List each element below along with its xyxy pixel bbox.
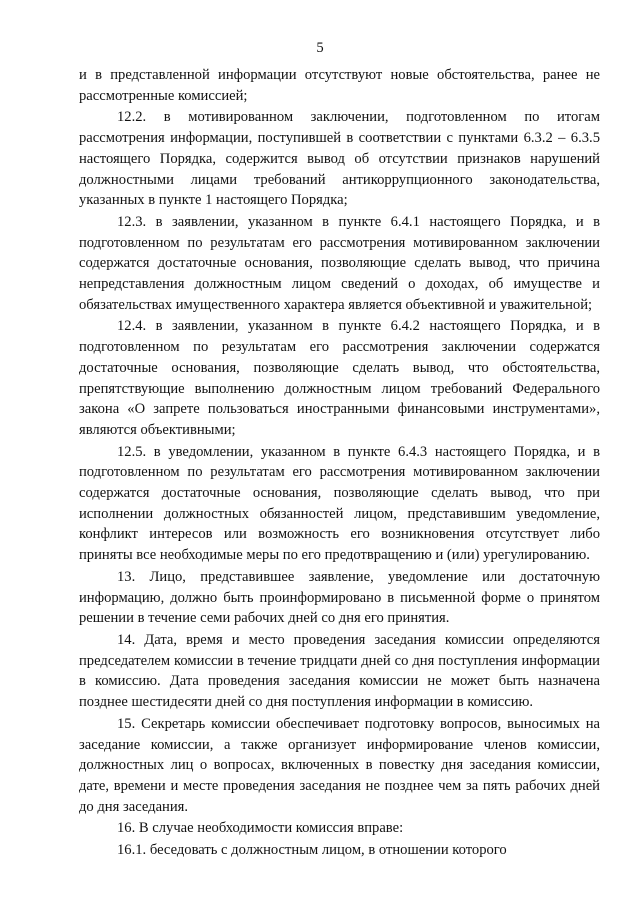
paragraph-16-1: 16.1. беседовать с должностным лицом, в отношении которого (117, 842, 507, 859)
document-body (79, 65, 600, 862)
page-number: 5 (316, 40, 324, 56)
paragraph-12-4: 12.4. в заявлении, указанном в пункте 6.4.2 настоящего Порядка, и в подготовленном по результатам его рассмотрения заключении содержатся достаточные основания, позволяющие сделать вывод, что обстоятельства, препятствующие выполнению должностным лицом требований Федерального закона «О запрете пользоваться иностранными финансовыми инструментами», являются объективными; (79, 318, 600, 438)
paragraph-12-2: 12.2. в мотивированном заключении, подготовленном по итогам рассмотрения информации, поступившей в соответствии с пунктами 6.3.2 – 6.3.5 настоящего Порядка, содержится вывод об отсутствии признаков нарушений должностными лицами требований антикоррупционного законодательства, указанных в пункте 1 настоящего Порядка; (79, 109, 600, 209)
paragraph-12-3: 12.3. в заявлении, указанном в пункте 6.4.1 настоящего Порядка, и в подготовленном по результатам его рассмотрения мотивированном заключении содержатся достаточные основания, позволяющие сделать вывод, что причина непредставления должностным лицом сведений о доходах, об имуществе и обязательствах имущественного характера является объективной и уважительной; (79, 213, 600, 313)
paragraph-12-5: 12.5. в уведомлении, указанном в пункте 6.4.3 настоящего Порядка, и в подготовленном по результатам его рассмотрения мотивированном заключении содержатся достаточные основания, позволяющие сделать вывод, что при исполнении должностных обязанностей лицом, представившим уведомление, конфликт интересов или возможность его возникновения отсутствует либо приняты все необходимые меры по его предотвращению и (или) урегулированию. (79, 443, 600, 564)
paragraph-16: 16. В случае необходимости комиссия вправе: (117, 820, 404, 837)
paragraph-14: 14. Дата, время и место проведения заседания комиссии определяются председателем комиссии в течение тридцати дней со дня поступления информации в комиссию. Дата проведения заседания комиссии не может быть назначена позднее шестидесяти дней со дня поступления информации в комиссию. (79, 631, 600, 711)
paragraph-15: 15. Секретарь комиссии обеспечивает подготовку вопросов, выносимых на заседание комиссии, а также организует информирование членов комиссии, должностных лиц о вопросах, включенных в повестку дня заседания комиссии, дате, времени и месте проведения заседания не позднее чем за пять рабочих дней до дня заседания. (79, 715, 600, 815)
paragraph-13: 13. Лицо, представившее заявление, уведомление или достаточную информацию, должно быть проинформировано в письменной форме о принятом решении в течение семи рабочих дней со дня его принятия. (79, 568, 600, 627)
paragraph-continuation: и в представленной информации отсутствуют новые обстоятельства, ранее не рассмотренные комиссией; (79, 67, 600, 104)
